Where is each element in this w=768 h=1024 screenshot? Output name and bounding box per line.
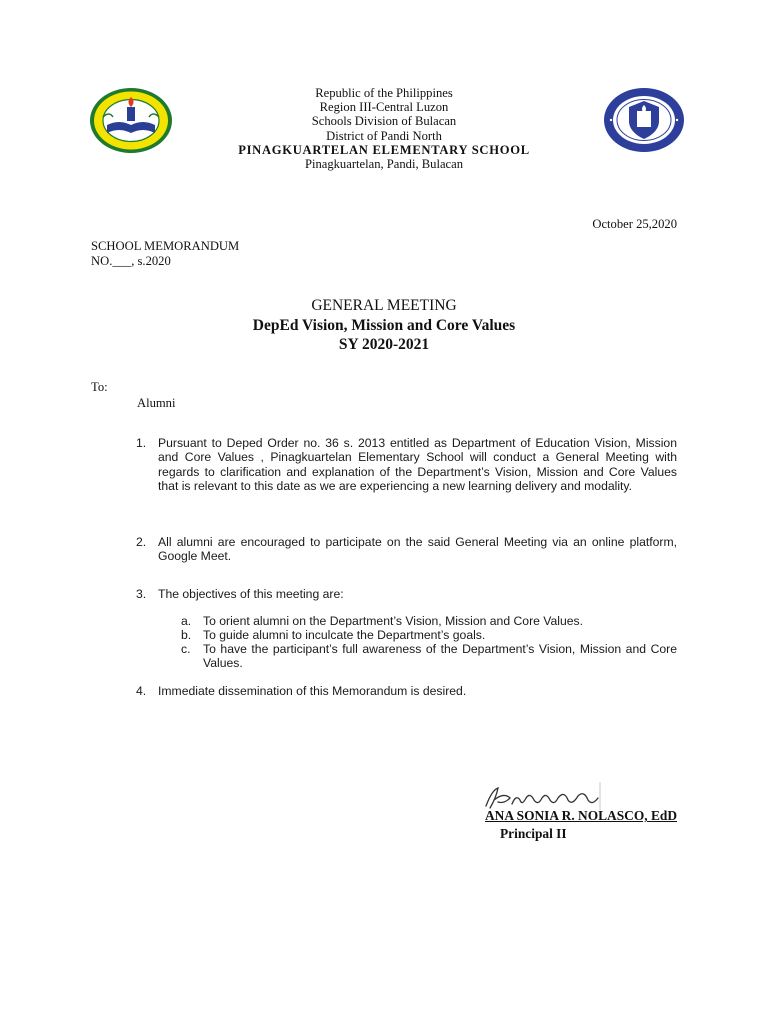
title-line-2: DepEd Vision, Mission and Core Values — [252, 316, 516, 334]
recipient: Alumni — [137, 396, 176, 410]
paragraph-text: Pursuant to Deped Order no. 36 s. 2013 entitled as Department of Education Vision, Mission and Core Values , Pinagkuartelan Elementary School will conduct a General Meeting with regards to clarification and explanation of the Department’s Vision, Mission and Core Values that is relevant to this date as we are experiencing a new learning delivery and modality. — [158, 436, 677, 493]
objective-text: To guide alumni to inculcate the Department’s goals. — [203, 628, 486, 642]
header-division: Schools Division of Bulacan — [311, 114, 457, 129]
paragraph-number: 3. — [136, 587, 147, 601]
objective-text: To have the participant’s full awareness of the Department’s Vision, Mission and Core Values. — [203, 642, 677, 671]
school-address: Pinagkuartelan, Pandi, Bulacan — [304, 157, 464, 172]
header-country: Republic of the Philippines — [315, 86, 453, 100]
memo-title — [184, 296, 584, 355]
school-name: PINAGKUARTELAN ELEMENTARY SCHOOL — [238, 142, 530, 157]
paragraph-number: 2. — [136, 535, 147, 549]
objective-letter: a. — [181, 614, 192, 628]
signatory-position: Principal II — [500, 826, 567, 841]
paragraph-text: Immediate dissemination of this Memorandum is desired. — [158, 684, 467, 698]
title-line-3: SY 2020-2021 — [338, 336, 430, 353]
memo-number: NO.___, s.2020 — [91, 254, 171, 268]
memo-date: October 25,2020 — [592, 217, 677, 231]
objective-letter: c. — [181, 642, 191, 656]
paragraph-number: 4. — [136, 684, 147, 698]
memo-header — [91, 239, 239, 269]
to-label: To: — [91, 380, 108, 394]
paragraph-text: The objectives of this meeting are: — [158, 587, 344, 601]
paragraph-number: 1. — [136, 436, 147, 450]
signatory-name: ANA SONIA R. NOLASCO, EdD — [485, 808, 677, 823]
school-seal-icon — [89, 87, 173, 154]
letterhead — [184, 86, 584, 171]
paragraph-text: All alumni are encouraged to participate on the said General Meeting via an online platform, Google Meet. — [158, 535, 677, 564]
header-region: Region III-Central Luzon — [319, 100, 449, 115]
deped-seal-icon — [603, 87, 685, 153]
title-line-1: GENERAL MEETING — [311, 297, 457, 314]
objective-text: To orient alumni on the Department’s Vision, Mission and Core Values. — [203, 614, 584, 628]
memo-label: SCHOOL MEMORANDUM — [91, 239, 240, 253]
header-district: District of Pandi North — [326, 128, 442, 143]
objective-letter: b. — [181, 628, 192, 642]
